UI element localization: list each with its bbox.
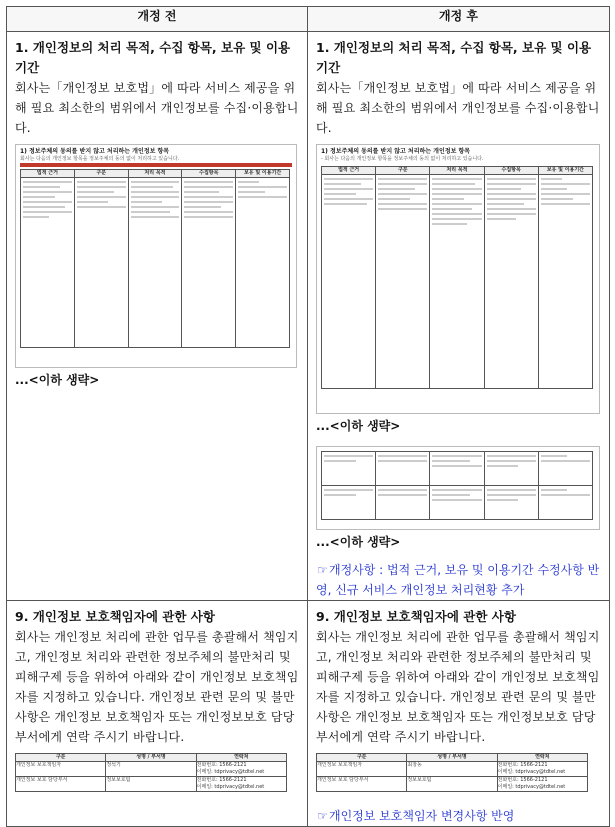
contact-table-before [15, 753, 287, 792]
section9-revision-note [316, 806, 601, 826]
column-header-before: 개정 전 [7, 7, 308, 32]
mini-placeholder-lines [376, 178, 429, 210]
contact-email: 이메일: tdprivacy@tdtel.net [196, 784, 265, 790]
contact-info [497, 777, 587, 792]
contact-header-category: 구분 [317, 754, 407, 762]
section1-note-text: 개정사항 : 법적 근거, 보유 및 이용기간 수정사항 반영, 신규 서비스 개인정보 처리현황 추가 [316, 563, 600, 597]
mini-placeholder-lines [322, 455, 375, 462]
mini-header-legal: 법적 근거 [322, 167, 376, 175]
mini-header-legal: 법적 근거 [21, 170, 75, 178]
mini-header-category: 구분 [74, 170, 128, 178]
table-row [317, 762, 588, 777]
pointing-hand-icon: ☞ [317, 563, 328, 577]
mini-placeholder-lines [21, 181, 74, 218]
contact-category: 개인정보 보호 담당부서 [16, 777, 106, 792]
mini-placeholder-lines [539, 178, 592, 205]
contact-phone: 전화번호: 1566-2121 [497, 777, 548, 783]
mini-placeholder-lines [182, 181, 235, 218]
contact-header-category: 구분 [16, 754, 106, 762]
mini-header-items: 수집항목 [484, 167, 538, 175]
mini-placeholder-lines [322, 489, 375, 496]
mini-placeholder-lines [485, 455, 538, 467]
column-header-after: 개정 후 [308, 7, 610, 32]
mini-title: 1) 정보주체의 동의를 받지 않고 처리하는 개인정보 항목 [321, 148, 471, 155]
contact-info [497, 762, 587, 777]
section1-after-body: 회사는「개인정보 보호법」에 따라 서비스 제공을 위해 필요 최소한의 범위에서 개인정보를 수집·이용합니다. [316, 81, 600, 135]
section9-note-text: 개인정보 보호책임자 변경사항 반영 [329, 809, 515, 823]
contact-info [196, 777, 286, 792]
table-row [16, 762, 287, 777]
mini-placeholder-lines [539, 489, 592, 496]
mini-header-purpose: 처리 목적 [430, 167, 484, 175]
mini-placeholder-lines [539, 455, 592, 462]
mini-table [20, 169, 290, 348]
contact-header-contact: 연락처 [497, 754, 587, 762]
contact-header-contact: 연락처 [196, 754, 286, 762]
contact-phone: 전화번호: 1566-2121 [497, 762, 548, 768]
revision-comparison-table [6, 6, 610, 827]
section1-after-table-image-2 [316, 446, 600, 530]
mini-subtitle: - 회사는 다음의 개인정보 항목을 정보주체의 동의 없이 처리하고 있습니다. [321, 156, 484, 162]
section1-after-cell [308, 32, 610, 601]
contact-email: 이메일: tdprivacy@tdtel.net [497, 769, 566, 775]
mini-placeholder-lines [129, 181, 182, 218]
section9-before-cell [7, 601, 308, 827]
contact-name: 정석기 [106, 762, 196, 777]
mini-header-items: 수집항목 [182, 170, 236, 178]
mini-placeholder-lines [236, 181, 289, 198]
section1-revision-note [316, 560, 601, 600]
mini-title: 1) 정보주체의 동의를 받지 않고 처리하는 개인정보 항목 [20, 148, 170, 155]
section1-before-omitted: ...<이하 생략> [15, 373, 100, 387]
mini-subtitle: 회사는 다음의 개인정보 항목을 정보주체의 동의 없이 처리하고 있습니다. [20, 156, 180, 162]
contact-header-name: 성명 / 부서명 [407, 754, 497, 762]
mini-placeholder-lines [376, 455, 429, 462]
mini-placeholder-lines [430, 489, 483, 501]
section1-after-omitted-1: ...<이하 생략> [316, 419, 401, 433]
mini-placeholder-lines [430, 178, 483, 225]
mini-placeholder-lines [485, 178, 538, 220]
mini-header-purpose: 처리 목적 [128, 170, 182, 178]
mini-placeholder-lines [430, 455, 483, 467]
pointing-hand-icon: ☞ [317, 809, 328, 823]
section9-before-body: 회사는 개인정보 처리에 관한 업무를 총괄해서 책임지고, 개인정보 처리와 관련한 정보주체의 불만처리 및 피해구제 등을 위하여 아래와 같이 개인정보 보호책임자를 지정하고 있습니다. 개인정보 관련 문의 및 불만사항은 개인정보 보호책임자 또는 개인정보보호 담당부서에게 연락 주시기 바랍니다. [15, 630, 299, 744]
contact-category: 개인정보 보호책임자 [317, 762, 407, 777]
contact-phone: 전화번호: 1566-2121 [196, 762, 247, 768]
section9-after-title: 9. 개인정보 보호책임자에 관한 사항 [316, 609, 516, 624]
section9-after-cell [308, 601, 610, 827]
mini-placeholder-lines [75, 181, 128, 208]
section9-after-body: 회사는 개인정보 처리에 관한 업무를 총괄해서 책임지고, 개인정보 처리와 관련한 정보주체의 불만처리 및 피해구제 등을 위하여 아래와 같이 개인정보 보호책임자를 지정하고 있습니다. 개인정보 관련 문의 및 불만사항은 개인정보 보호책임자 또는 개인정보보호 담당부서에게 연락 주시기 바랍니다. [316, 630, 600, 744]
mini-placeholder-lines [485, 489, 538, 501]
mini-placeholder-lines [322, 178, 375, 205]
contact-name: 정보보호팀 [407, 777, 497, 792]
section1-after-table-image [316, 144, 600, 414]
contact-phone: 전화번호: 1566-2121 [196, 777, 247, 783]
contact-table-after [316, 753, 588, 792]
contact-name: 정보보호팀 [106, 777, 196, 792]
contact-category: 개인정보 보호책임자 [16, 762, 106, 777]
section9-before-title: 9. 개인정보 보호책임자에 관한 사항 [15, 609, 215, 624]
section1-before-cell [7, 32, 308, 601]
section1-after-omitted-2: ...<이하 생략> [316, 535, 401, 549]
mini-placeholder-lines [376, 489, 429, 496]
contact-header-name: 성명 / 부서명 [106, 754, 196, 762]
contact-category: 개인정보 보호 담당부서 [317, 777, 407, 792]
table-row [16, 777, 287, 792]
contact-email: 이메일: tdprivacy@tdtel.net [497, 784, 566, 790]
contact-name: 최창동 [407, 762, 497, 777]
section1-before-body: 회사는「개인정보 보호법」에 따라 서비스 제공을 위해 필요 최소한의 범위에서 개인정보를 수집·이용합니다. [15, 81, 299, 135]
section1-after-title: 1. 개인정보의 처리 목적, 수집 항목, 보유 및 이용기간 [316, 40, 592, 75]
mini-table [321, 166, 593, 389]
section1-before-table-image [15, 144, 297, 368]
table-row [317, 777, 588, 792]
contact-info [196, 762, 286, 777]
mini-header-period: 보유 및 이용기간 [236, 170, 290, 178]
contact-email: 이메일: tdprivacy@tdtel.net [196, 769, 265, 775]
mini-table-2 [321, 451, 593, 520]
section1-before-title: 1. 개인정보의 처리 목적, 수집 항목, 보유 및 이용기간 [15, 40, 291, 75]
mini-header-bar [20, 163, 292, 167]
mini-header-period: 보유 및 이용기간 [538, 167, 592, 175]
mini-header-category: 구분 [376, 167, 430, 175]
